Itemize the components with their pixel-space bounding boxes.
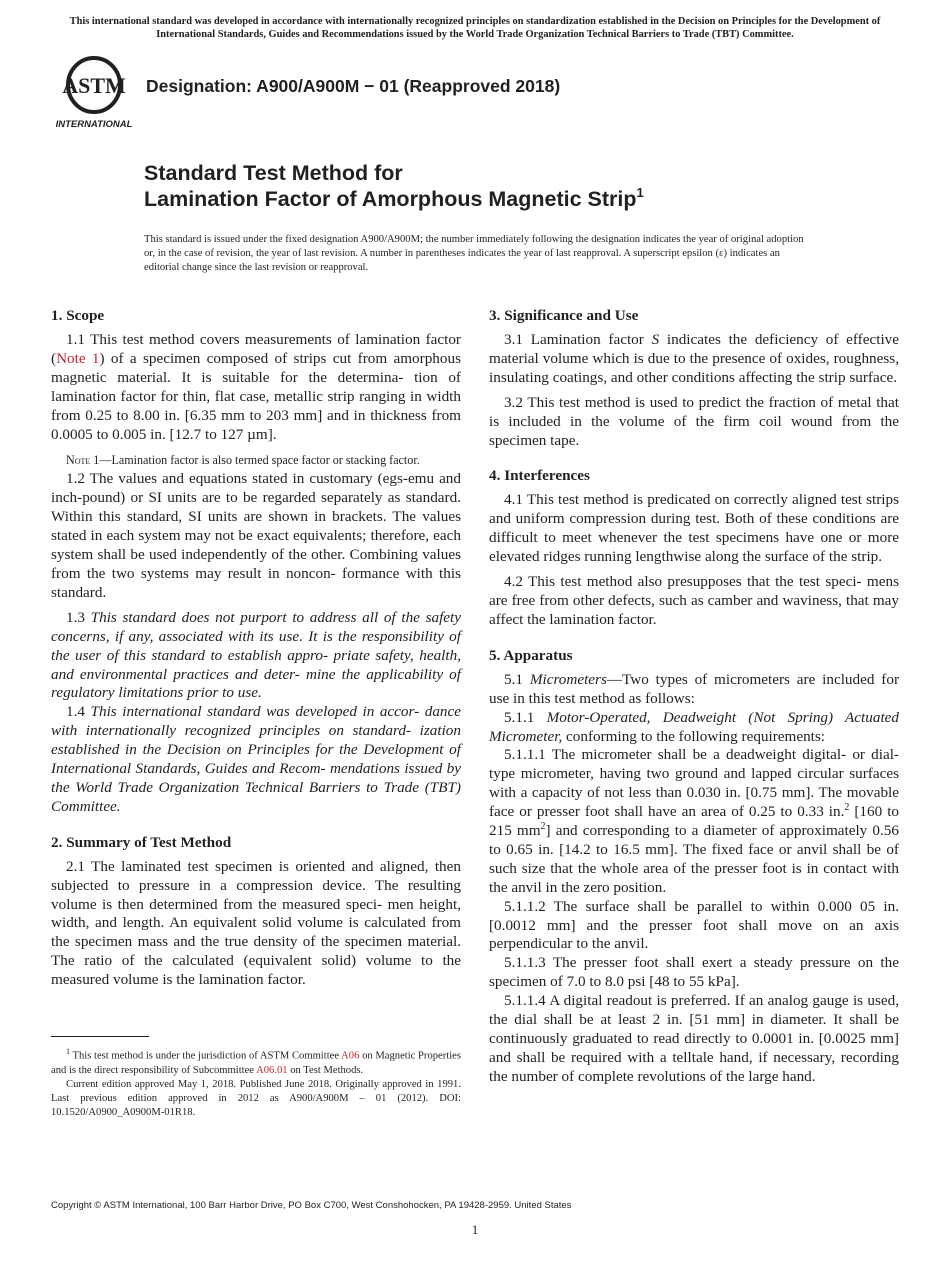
- note-1: Note 1—Lamination factor is also termed space factor or stacking factor.: [66, 453, 420, 468]
- designation: Designation: A900/A900M − 01 (Reapproved 2018): [146, 76, 561, 96]
- section-heading-significance: 3. Significance and Use: [489, 307, 639, 324]
- paragraph-5-1-1-1: 5.1.1.1 The micrometer shall be a deadweight digital- or dial-type micrometer, having two ground and lapped circular surfaces with a capacity of not less than 0.030 in. [0.75 mm]. The movable face or presser foot shall have an area of 0.25 to 0.33 in.$^2$ [160 to 215 $mm^2$] and corresponding to a diameter of approximately 0.56 to 0.65 in. [14.2 to 16.5 mm]. The fixed face or anvil shall be of such size that the whole area of the presser foot is in contact with the anvil in the zero position.: [489, 746, 900, 896]
- paragraph-4-2: 4.2 This test method also presupposes that the test speci- mens are free from other defects, such as camber and waviness, that may affect the lamination factor.: [489, 573, 899, 628]
- paragraph-1-1: 1.1 This test method covers measurements of lamination factor (Note 1) of a specimen composed of strips cut from amorphous magnetic material. It is suitable for the determina- tion of lamination factor for thin, flat case, metallic strip ranging in width from 0.25 to 8.00 in. [6.35 mm to 203 mm] and in thickness from 0.0005 to 0.005 in. [12.7 to 127 µm].: [51, 331, 461, 443]
- section-heading-apparatus: 5. Apparatus: [489, 646, 573, 664]
- tbt-notice: This international standard was developed in accordance with internationally recognized principles on standardization established in the Decision on Principles for the Development of International Standards, Guides and Recommendations issued by the World Trade Organization Technical Barriers to Trade (TBT) Committee.: [69, 16, 881, 40]
- title-line-1: Standard Test Method for: [144, 161, 403, 185]
- left-column: [51, 306, 461, 990]
- footnote-1: $^1$ This test method is under the jurisdiction of ASTM Committee A06 on Magnetic Properties and is the direct responsibility of Subcommittee A06.01 on Test Methods.: [51, 1047, 461, 1076]
- paragraph-5-1: 5.1 Micrometers—Two types of micrometers are included for use in this test method as follows:: [489, 670, 899, 707]
- svg-text:ASTM: ASTM: [62, 73, 126, 98]
- paragraph-1-3: 1.3 This standard does not purport to address all of the safety concerns, if any, associated with its use. It is the responsibility of the user of this standard to establish appro- priate safety, health, and environmental practices and deter- mine the applicability of regulatory limitations prior to use.: [51, 608, 462, 702]
- title-line-2: Lamination Factor of Amorphous Magnetic Strip$^1$: [144, 185, 644, 211]
- committee-a06-link[interactable]: A06: [341, 1050, 360, 1062]
- note-1-link[interactable]: Note 1: [56, 349, 100, 367]
- paragraph-1-4: 1.4 This international standard was developed in accor- dance with internationally recognized principles on standard- ization established in the Decision on Principles for the Development of International Standards, Guides and Recom- mendations issued by the World Trade Organization Technical Barriers to Trade (TBT) Committee.: [51, 703, 461, 815]
- page-number: 1: [471, 1222, 479, 1237]
- section-heading-interferences: 4. Interferences: [489, 467, 590, 485]
- footnote-divider: [51, 1036, 149, 1037]
- section-heading-scope: 1. Scope: [51, 307, 105, 324]
- copyright-line: Copyright © ASTM International, 100 Barr Harbor Drive, PO Box C700, West Conshohocken, PA 19428-2959. United States: [51, 1200, 572, 1211]
- right-column: [489, 306, 899, 1087]
- svg-text:INTERNATIONAL: INTERNATIONAL: [55, 119, 133, 130]
- paragraph-1-2: 1.2 The values and equations stated in customary (egs-emu and inch-pound) or SI units are to be regarded separately as standard. Within this standard, SI units are shown in brackets. The values stated in each system may not be exact equivalents; therefore, each system shall be used independently of the other. Combining values from the two systems may result in noncon- formance with this standard.: [51, 470, 461, 601]
- paragraph-2-1: 2.1 The laminated test specimen is oriented and aligned, then subjected to pressure in a compression device. The resulting volume is then determined from the measured speci- men height, width, and length. An equivalent solid volume is calculated from the specimen mass and the true density of the specimen material. The ratio of the calculated (equivalent solid) volume to the measured volume is the lamination factor.: [51, 857, 461, 989]
- subcommittee-a06-01-link[interactable]: A06.01: [256, 1064, 288, 1076]
- issued-note: This standard is issued under the fixed designation A900/A900M; the number immediately following the designation indicates the year of original adoption or, in the case of revision, the year of last revision. A number in parentheses indicates the year of last reapproval. A superscript epsilon (ε) indicates an editorial change since the last revision or reapproval.: [144, 234, 804, 274]
- paragraph-5-1-1-2: 5.1.1.2 The surface shall be parallel to within 0.000 05 in. [0.0012 mm] and the presser foot shall move on an axis perpendicular to the anvil.: [489, 897, 899, 953]
- section-heading-summary: 2. Summary of Test Method: [51, 833, 232, 851]
- paragraph-3-1: 3.1 Lamination factor S indicates the deficiency of effective material volume which is due to the presence of oxides, roughness, insulating coatings, and other conditions affecting the strip surface.: [489, 331, 899, 386]
- title-footnote-mark[interactable]: 1: [636, 185, 644, 200]
- footnotes: [51, 1045, 461, 1121]
- document-title: [144, 160, 644, 212]
- paragraph-3-2: 3.2 This test method is used to predict the fraction of metal that is included in the volume of the firm coil wound from the specimen tape.: [489, 393, 899, 449]
- paragraph-5-1-1-3: 5.1.1.3 The presser foot shall exert a steady pressure on the specimen of 7.0 to 8.0 psi [48 to 55 kPa].: [489, 954, 899, 991]
- paragraph-5-1-1-4: 5.1.1.4 A digital readout is preferred. If an analog gauge is used, the dial shall be at least 2 in. [51 mm] in diameter. It shall be continuously graduated to read directly to 0.0001 in. [0.0025 mm] and shall be required with a telltale hand, if necessary, recording the number of complete revolutions of the large hand.: [489, 992, 899, 1085]
- footnote-edition: Current edition approved May 1, 2018. Published June 2018. Originally approved in 1991. Last previous edition approved in 2012 as A900/A900M – 01 (2012). DOI: 10.1520/A0900_A0900M-01R18.: [51, 1078, 461, 1119]
- astm-logo: [55, 55, 135, 137]
- paragraph-4-1: 4.1 This test method is predicated on correctly aligned test strips and uniform compression during test. Both of these conditions are difficult to meet whenever the test specimens have one or more elevated ridges running lengthwise along the surface of the strip.: [489, 491, 899, 566]
- paragraph-5-1-1: 5.1.1 Motor-Operated, Deadweight (Not Spring) Actuated Micrometer, conforming to the following requirements:: [489, 708, 899, 745]
